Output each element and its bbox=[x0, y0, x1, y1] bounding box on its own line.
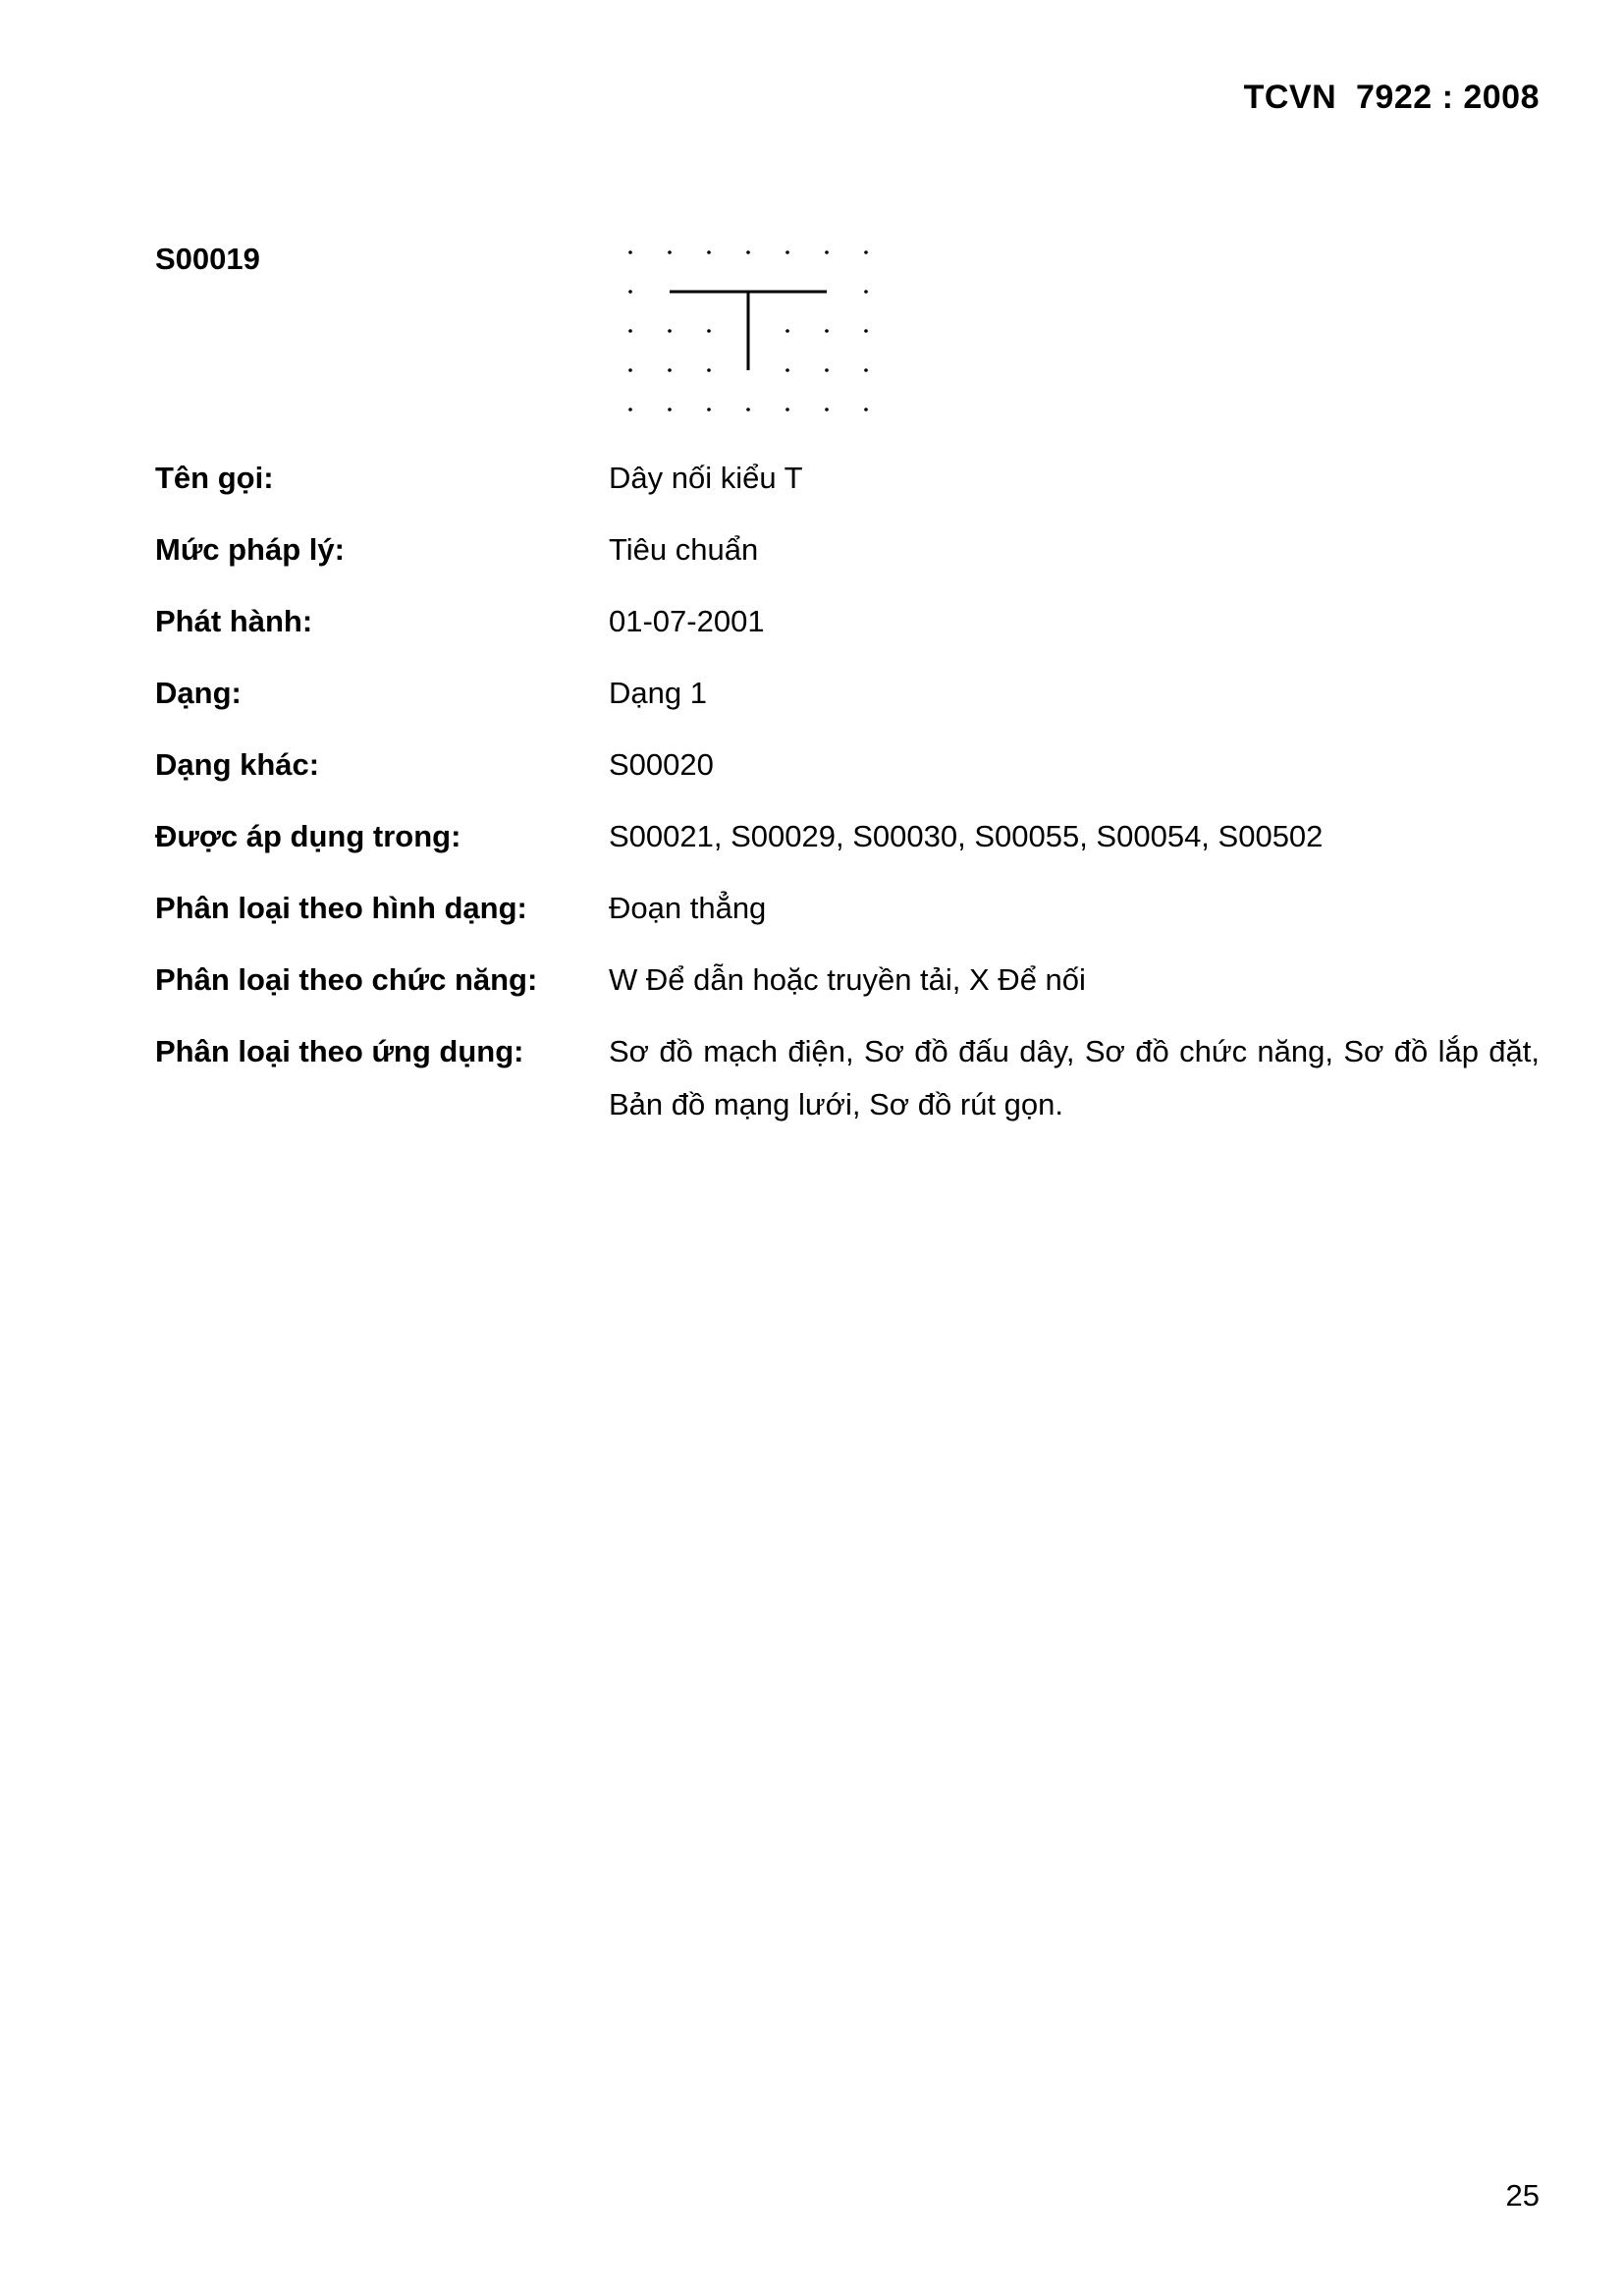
property-value: Dạng 1 bbox=[609, 676, 707, 710]
grid-dot bbox=[864, 408, 868, 411]
grid-dot bbox=[785, 368, 789, 372]
grid-dot bbox=[785, 329, 789, 333]
property-row-application-class bbox=[155, 1031, 1540, 1131]
property-label: Tên gọi: bbox=[155, 461, 274, 495]
property-value: 01-07-2001 bbox=[609, 604, 765, 638]
standard-code: TCVN 7922 : 2008 bbox=[1243, 79, 1540, 116]
property-value: S00021, S00029, S00030, S00055, S00054, S00502 bbox=[609, 819, 1324, 853]
grid-dot bbox=[707, 408, 711, 411]
grid-dot bbox=[864, 329, 868, 333]
grid-dot bbox=[825, 408, 829, 411]
grid-dot bbox=[668, 250, 672, 254]
property-value: Tiêu chuẩn bbox=[609, 532, 759, 567]
grid-dot bbox=[825, 250, 829, 254]
grid-dot bbox=[628, 368, 632, 372]
symbol-code: S00019 bbox=[155, 242, 260, 276]
property-row-function-class bbox=[155, 959, 1540, 1001]
grid-dot bbox=[864, 290, 868, 294]
grid-dot bbox=[628, 250, 632, 254]
grid-dot bbox=[668, 329, 672, 333]
grid-dot bbox=[668, 408, 672, 411]
property-value: W Để dẫn hoặc truyền tải, X Để nối bbox=[609, 962, 1086, 997]
grid-dot bbox=[707, 368, 711, 372]
grid-dot bbox=[707, 250, 711, 254]
property-label: Phân loại theo ứng dụng: bbox=[155, 1034, 524, 1068]
grid-dot bbox=[628, 408, 632, 411]
property-value: Dây nối kiểu T bbox=[609, 461, 803, 495]
grid-dot bbox=[825, 329, 829, 333]
property-label: Phát hành: bbox=[155, 604, 313, 638]
property-value: Đoạn thẳng bbox=[609, 891, 767, 925]
grid-dot bbox=[707, 329, 711, 333]
page-number: 25 bbox=[1505, 2178, 1540, 2213]
property-label: Mức pháp lý: bbox=[155, 532, 345, 567]
grid-dot bbox=[825, 368, 829, 372]
property-value: Sơ đồ mạch điện, Sơ đồ đấu dây, Sơ đồ chức năng, Sơ đồ lắp đặt, Bản đồ mạng lưới, Sơ đồ rút gọn. bbox=[609, 1034, 1540, 1121]
property-row-applied-in bbox=[155, 816, 1540, 857]
grid-dot bbox=[746, 408, 750, 411]
symbol-properties bbox=[155, 458, 1540, 1162]
property-row-legal-level bbox=[155, 529, 1540, 571]
property-row-name bbox=[155, 458, 1540, 499]
property-row-issued bbox=[155, 601, 1540, 642]
t-connection-symbol-figure bbox=[609, 236, 884, 422]
grid-dot bbox=[628, 290, 632, 294]
grid-dot bbox=[864, 368, 868, 372]
grid-dot bbox=[785, 250, 789, 254]
grid-dot bbox=[628, 329, 632, 333]
property-label: Phân loại theo chức năng: bbox=[155, 962, 538, 997]
property-row-shape-class bbox=[155, 888, 1540, 929]
property-row-form bbox=[155, 673, 1540, 714]
property-label: Được áp dụng trong: bbox=[155, 819, 461, 853]
grid-dot bbox=[668, 368, 672, 372]
property-label: Phân loại theo hình dạng: bbox=[155, 891, 527, 925]
property-row-other-form bbox=[155, 744, 1540, 786]
grid-dot bbox=[746, 250, 750, 254]
property-label: Dạng khác: bbox=[155, 747, 320, 782]
property-label: Dạng: bbox=[155, 676, 242, 710]
grid-dot bbox=[864, 250, 868, 254]
grid-dot bbox=[785, 408, 789, 411]
property-value: S00020 bbox=[609, 747, 714, 782]
